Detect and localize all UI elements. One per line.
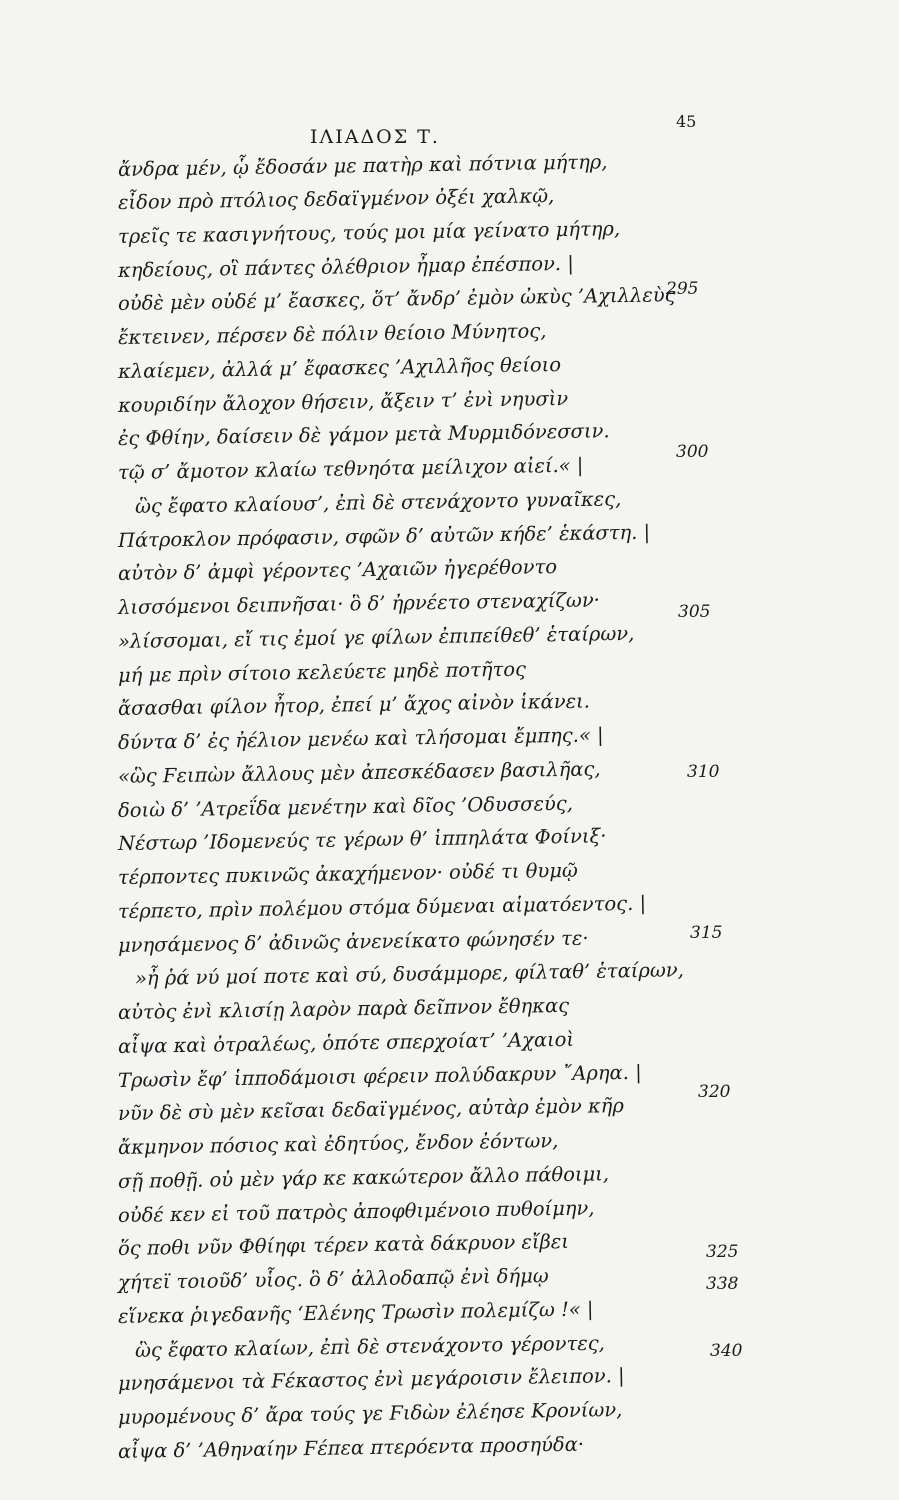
verse-line: ἐς Φθίην, δαίσειν δὲ γάμον μετὰ Μυρμιδόνεσσιν. (117, 419, 610, 450)
verse-line: τέρποντες πυκινῶς ἀκαχήμενον· οὐδέ τι θυμῷ (117, 858, 579, 889)
line-number: 300 (676, 442, 709, 462)
verse-line: δοιὼ δ’ ’Ατρεΐδα μενέτην καὶ δῖος ’Οδυσσεύς, (117, 791, 574, 822)
verse-line: τέρπετο, πρὶν πολέμου στόμα δύμεναι αἱματόεντος. | (117, 891, 647, 923)
verse-line: »λίσσομαι, εἴ τις ἐμοί γε φίλων ἐπιπείθεθ’ ἑταίρων, (117, 621, 635, 653)
verse-line: ὣς ἔφατο κλαίουσ’, ἐπὶ δὲ στενάχοντο γυναῖκες, (134, 487, 622, 518)
verse-line: οὐδὲ μὲν οὐδέ μ’ ἔασκες, ὅτ’ ἄνδρ’ ἐμὸν ὠκὺς ’Αχιλλεὺς (117, 283, 676, 315)
verse-line: αὐτὸν δ’ ἀμφὶ γέροντες ’Αχαιῶν ἠγερέθοντο (117, 555, 558, 585)
verse-line: εἵνεκα ῥιγεδανῆς ‘Ελένης Τρωσὶν πολεμίζω !« | (117, 1297, 594, 1328)
verse-line: κουριδίην ἄλοχον θήσειν, ἄξειν τ’ ἐνὶ νηυσὶν (117, 386, 569, 417)
line-number: 305 (678, 602, 711, 622)
line-number: 310 (687, 762, 720, 782)
verse-line: σῇ ποθῇ. οὐ μὲν γάρ κε κακώτερον ἄλλο πάθοιμι, (117, 1162, 610, 1193)
verse-line: αἶψα καὶ ὀτραλέως, ὁπότε σπερχοίατ’ ’Αχαιοὶ (117, 1027, 575, 1058)
line-number: 315 (690, 923, 723, 943)
verse-line: αἶψα δ’ ’Αθηναίην Ϝέπεα πτερόεντα προσηύδα· (117, 1432, 585, 1463)
verse-line: ἄκμηνον πόσιος καὶ ἐδητύος, ἔνδον ἐόντων, (117, 1129, 559, 1159)
verse-line: Νέστωρ ’Ιδομενεύς τε γέρων θ’ ἱππηλάτα Φοίνιξ· (117, 824, 607, 855)
verse-line: τῷ σ’ ἄμοτον κλαίω τεθνηότα μείλιχον αἰεί.« | (117, 453, 584, 484)
line-number: 325 (706, 1242, 739, 1262)
verse-line: «ὣς Ϝειπὼν ἄλλους μὲν ἀπεσκέδασεν βασιλῆας, (117, 757, 601, 788)
verse-line: λισσόμενοι δειπνῆσαι· ὃ δ’ ἠρνέετο στεναχίζων· (117, 588, 601, 619)
verse-line: κηδείους, οἳ πάντες ὀλέθριον ἦμαρ ἐπέσπον. | (117, 251, 574, 282)
verse-line: μυρομένους δ’ ἄρα τούς γε Ϝιδὼν ἐλέησε Κρονίων, (117, 1398, 623, 1429)
verse-line: ἔκτεινεν, πέρσεν δὲ πόλιν θείοιο Μύνητος, (117, 319, 547, 349)
line-number: 295 (666, 279, 699, 299)
verse-line: ὅς ποθι νῦν Φθίηφι τέρεν κατὰ δάκρυον εἴβει (117, 1229, 570, 1260)
verse-line: δύντα δ’ ἐς ἠέλιον μενέω καὶ τλήσομαι ἔμπης.« | (117, 723, 604, 754)
verse-line: »ἦ ῥά νύ μοί ποτε καὶ σύ, δυσάμμορε, φίλταθ’ ἑταίρων, (134, 958, 685, 990)
verse-line: οὐδέ κεν εἰ τοῦ πατρὸς ἀποφθιμένοιο πυθοίμην, (117, 1196, 595, 1227)
verse-line: Πάτροκλον πρόφασιν, σφῶν δ’ αὐτῶν κήδε’ ἑκάστη. | (117, 520, 651, 552)
verse-line: μή με πρὶν σίτοιο κελεύετε μηδὲ ποτῆτος (117, 657, 527, 687)
verse-line: κλαίεμεν, ἀλλά μ’ ἔφασκες ’Αχιλλῆος θείοιο (117, 353, 562, 383)
verse-line: χήτεϊ τοιοῦδ’ υἷος. ὃ δ’ ἀλλοδαπῷ ἐνὶ δήμῳ (117, 1264, 549, 1294)
verse-line: ἄνδρα μέν, ᾧ ἔδοσάν με πατὴρ καὶ πότνια μήτηρ, (117, 150, 608, 181)
verse-line: μνησάμενος δ’ ἀδινῶς ἀνενείκατο φώνησέν τε· (117, 926, 589, 957)
verse-line: νῦν δὲ σὺ μὲν κεῖσαι δεδαϊγμένος, αὐτὰρ ἐμὸν κῆρ (117, 1094, 625, 1125)
verse-line: τρεῖς τε κασιγνήτους, τούς μοι μία γείνατο μήτηρ, (117, 217, 621, 248)
page-number: 45 (676, 112, 697, 131)
line-number: 338 (706, 1274, 739, 1294)
verse-line: μνησάμενοι τὰ Ϝέκαστος ἐνὶ μεγάροισιν ἔλειπον. | (117, 1364, 625, 1395)
verse-line: Τρωσὶν ἔφ’ ἱπποδάμοισι φέρειν πολύδακρυν ῎Αρηα. | (117, 1060, 642, 1092)
running-head: ΙΛΙΑΔΟΣ Τ. (310, 126, 440, 148)
verse-line: ὣς ἔφατο κλαίων, ἐπὶ δὲ στενάχοντο γέροντες, (134, 1331, 606, 1362)
line-number: 340 (710, 1341, 743, 1361)
verse-line: αὐτὸς ἐνὶ κλισίῃ λαρὸν παρὰ δεῖπνον ἔθηκας (117, 993, 570, 1024)
verse-line: ἄσασθαι φίλον ἦτορ, ἐπεί μ’ ἄχος αἰνὸν ἱκάνει. (117, 689, 591, 720)
verse-line: εἶδον πρὸ πτόλιος δεδαϊγμένον ὀξέι χαλκῷ, (117, 184, 555, 214)
line-number: 320 (698, 1082, 731, 1102)
